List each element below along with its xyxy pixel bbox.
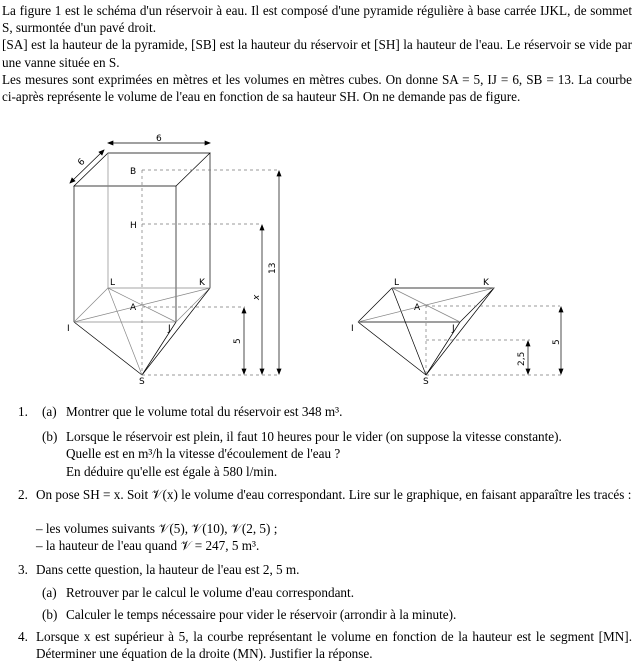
question-2-number: 2. bbox=[18, 487, 28, 502]
label-K-2: K bbox=[483, 278, 489, 288]
label-6-side: 6 bbox=[76, 156, 88, 169]
label-B: B bbox=[130, 167, 137, 177]
question-1b-line-1: Lorsque le réservoir est plein, il faut 10 heures pour le vider (on suppose la vitesse constante). bbox=[66, 429, 562, 444]
question-2-line-3: – la hauteur de l'eau quand 𝒱 = 247, 5 m³. bbox=[36, 538, 260, 553]
intro-paragraph-3: Les mesures sont exprimées en mètres et les volumes en mètres cubes. On donne SA = 5, IJ = 6, SB = 13. La courbe ci-après représente le volume de l'eau en fonction de sa hauteur SH. On ne demande pas de figure. bbox=[2, 71, 632, 105]
figure-2-labels bbox=[351, 278, 562, 387]
label-J-2: J bbox=[452, 324, 455, 334]
label-6-top: 6 bbox=[156, 134, 162, 144]
question-3a-tag: (a) bbox=[42, 585, 57, 600]
question-3a-text: Retrouver par le calcul le volume d'eau correspondant. bbox=[66, 585, 354, 600]
question-2-line-1: On pose SH = x. Soit 𝒱(x) le volume d'eau correspondant. Lire sur le graphique, en faisant apparaître les tracés : bbox=[36, 487, 632, 502]
label-K: K bbox=[199, 278, 205, 288]
question-3a bbox=[0, 584, 634, 601]
question-4-text: Lorsque x est supérieur à 5, la courbe représentant le volume en fonction de la hauteur est le segment [MN]. Déterminer une équation de la droite (MN). Justifier la réponse. bbox=[36, 629, 632, 661]
intro-paragraph-2: [SA] est la hauteur de la pyramide, [SB] est la hauteur du réservoir et [SH] la hauteur de l'eau. Le réservoir se vide par une vanne située en S. bbox=[2, 37, 632, 70]
label-2-5: 2,5 bbox=[517, 351, 527, 366]
label-L: L bbox=[110, 278, 116, 288]
question-3b-text: Calculer le temps nécessaire pour vider le réservoir (arrondir à la minute). bbox=[66, 607, 457, 622]
label-I: I bbox=[67, 324, 70, 334]
label-S: S bbox=[139, 377, 145, 387]
figure-1 bbox=[70, 141, 281, 375]
label-5-2: 5 bbox=[552, 339, 562, 345]
problem-intro bbox=[2, 2, 632, 105]
question-4-number: 4. bbox=[18, 629, 28, 644]
question-1b-line-2: Quelle est en m³/h la vitesse d'écoulement de l'eau ? bbox=[66, 446, 341, 461]
label-x: x bbox=[252, 294, 262, 300]
label-L-2: L bbox=[394, 278, 400, 288]
label-H: H bbox=[130, 221, 137, 231]
label-13: 13 bbox=[268, 262, 278, 274]
question-3-text: Dans cette question, la hauteur de l'eau est 2, 5 m. bbox=[36, 562, 300, 577]
label-A: A bbox=[130, 303, 137, 313]
question-2-line-2: – les volumes suivants 𝒱(5), 𝒱(10), 𝒱(2, 5) ; bbox=[36, 521, 278, 536]
label-I-2: I bbox=[351, 324, 354, 334]
question-1b-tag: (b) bbox=[42, 429, 58, 444]
question-1a-tag: (a) bbox=[42, 404, 57, 419]
label-5: 5 bbox=[233, 338, 243, 344]
question-3 bbox=[0, 561, 634, 578]
question-1-number: 1. bbox=[18, 404, 28, 419]
figure-1-labels bbox=[67, 134, 278, 387]
question-3b bbox=[0, 606, 634, 623]
intro-paragraph-1: La figure 1 est le schéma d'un réservoir à eau. Il est composé d'une pyramide régulière à base carrée IJKL, de sommet S, surmontée d'un pavé droit. bbox=[2, 3, 632, 36]
label-S-2: S bbox=[423, 377, 429, 387]
label-J: J bbox=[168, 324, 171, 334]
figure-2 bbox=[358, 288, 563, 375]
reservoir-figures bbox=[0, 128, 634, 390]
question-1a bbox=[0, 403, 634, 420]
question-1b-line-3: En déduire qu'elle est égale à 580 l/min. bbox=[66, 464, 278, 479]
question-1b bbox=[0, 428, 634, 480]
question-4 bbox=[0, 628, 634, 662]
question-3b-tag: (b) bbox=[42, 607, 58, 622]
question-1a-text: Montrer que le volume total du réservoir est 348 m³. bbox=[66, 404, 343, 419]
question-2 bbox=[0, 486, 634, 554]
question-3-number: 3. bbox=[18, 562, 28, 577]
label-A-2: A bbox=[414, 303, 421, 313]
